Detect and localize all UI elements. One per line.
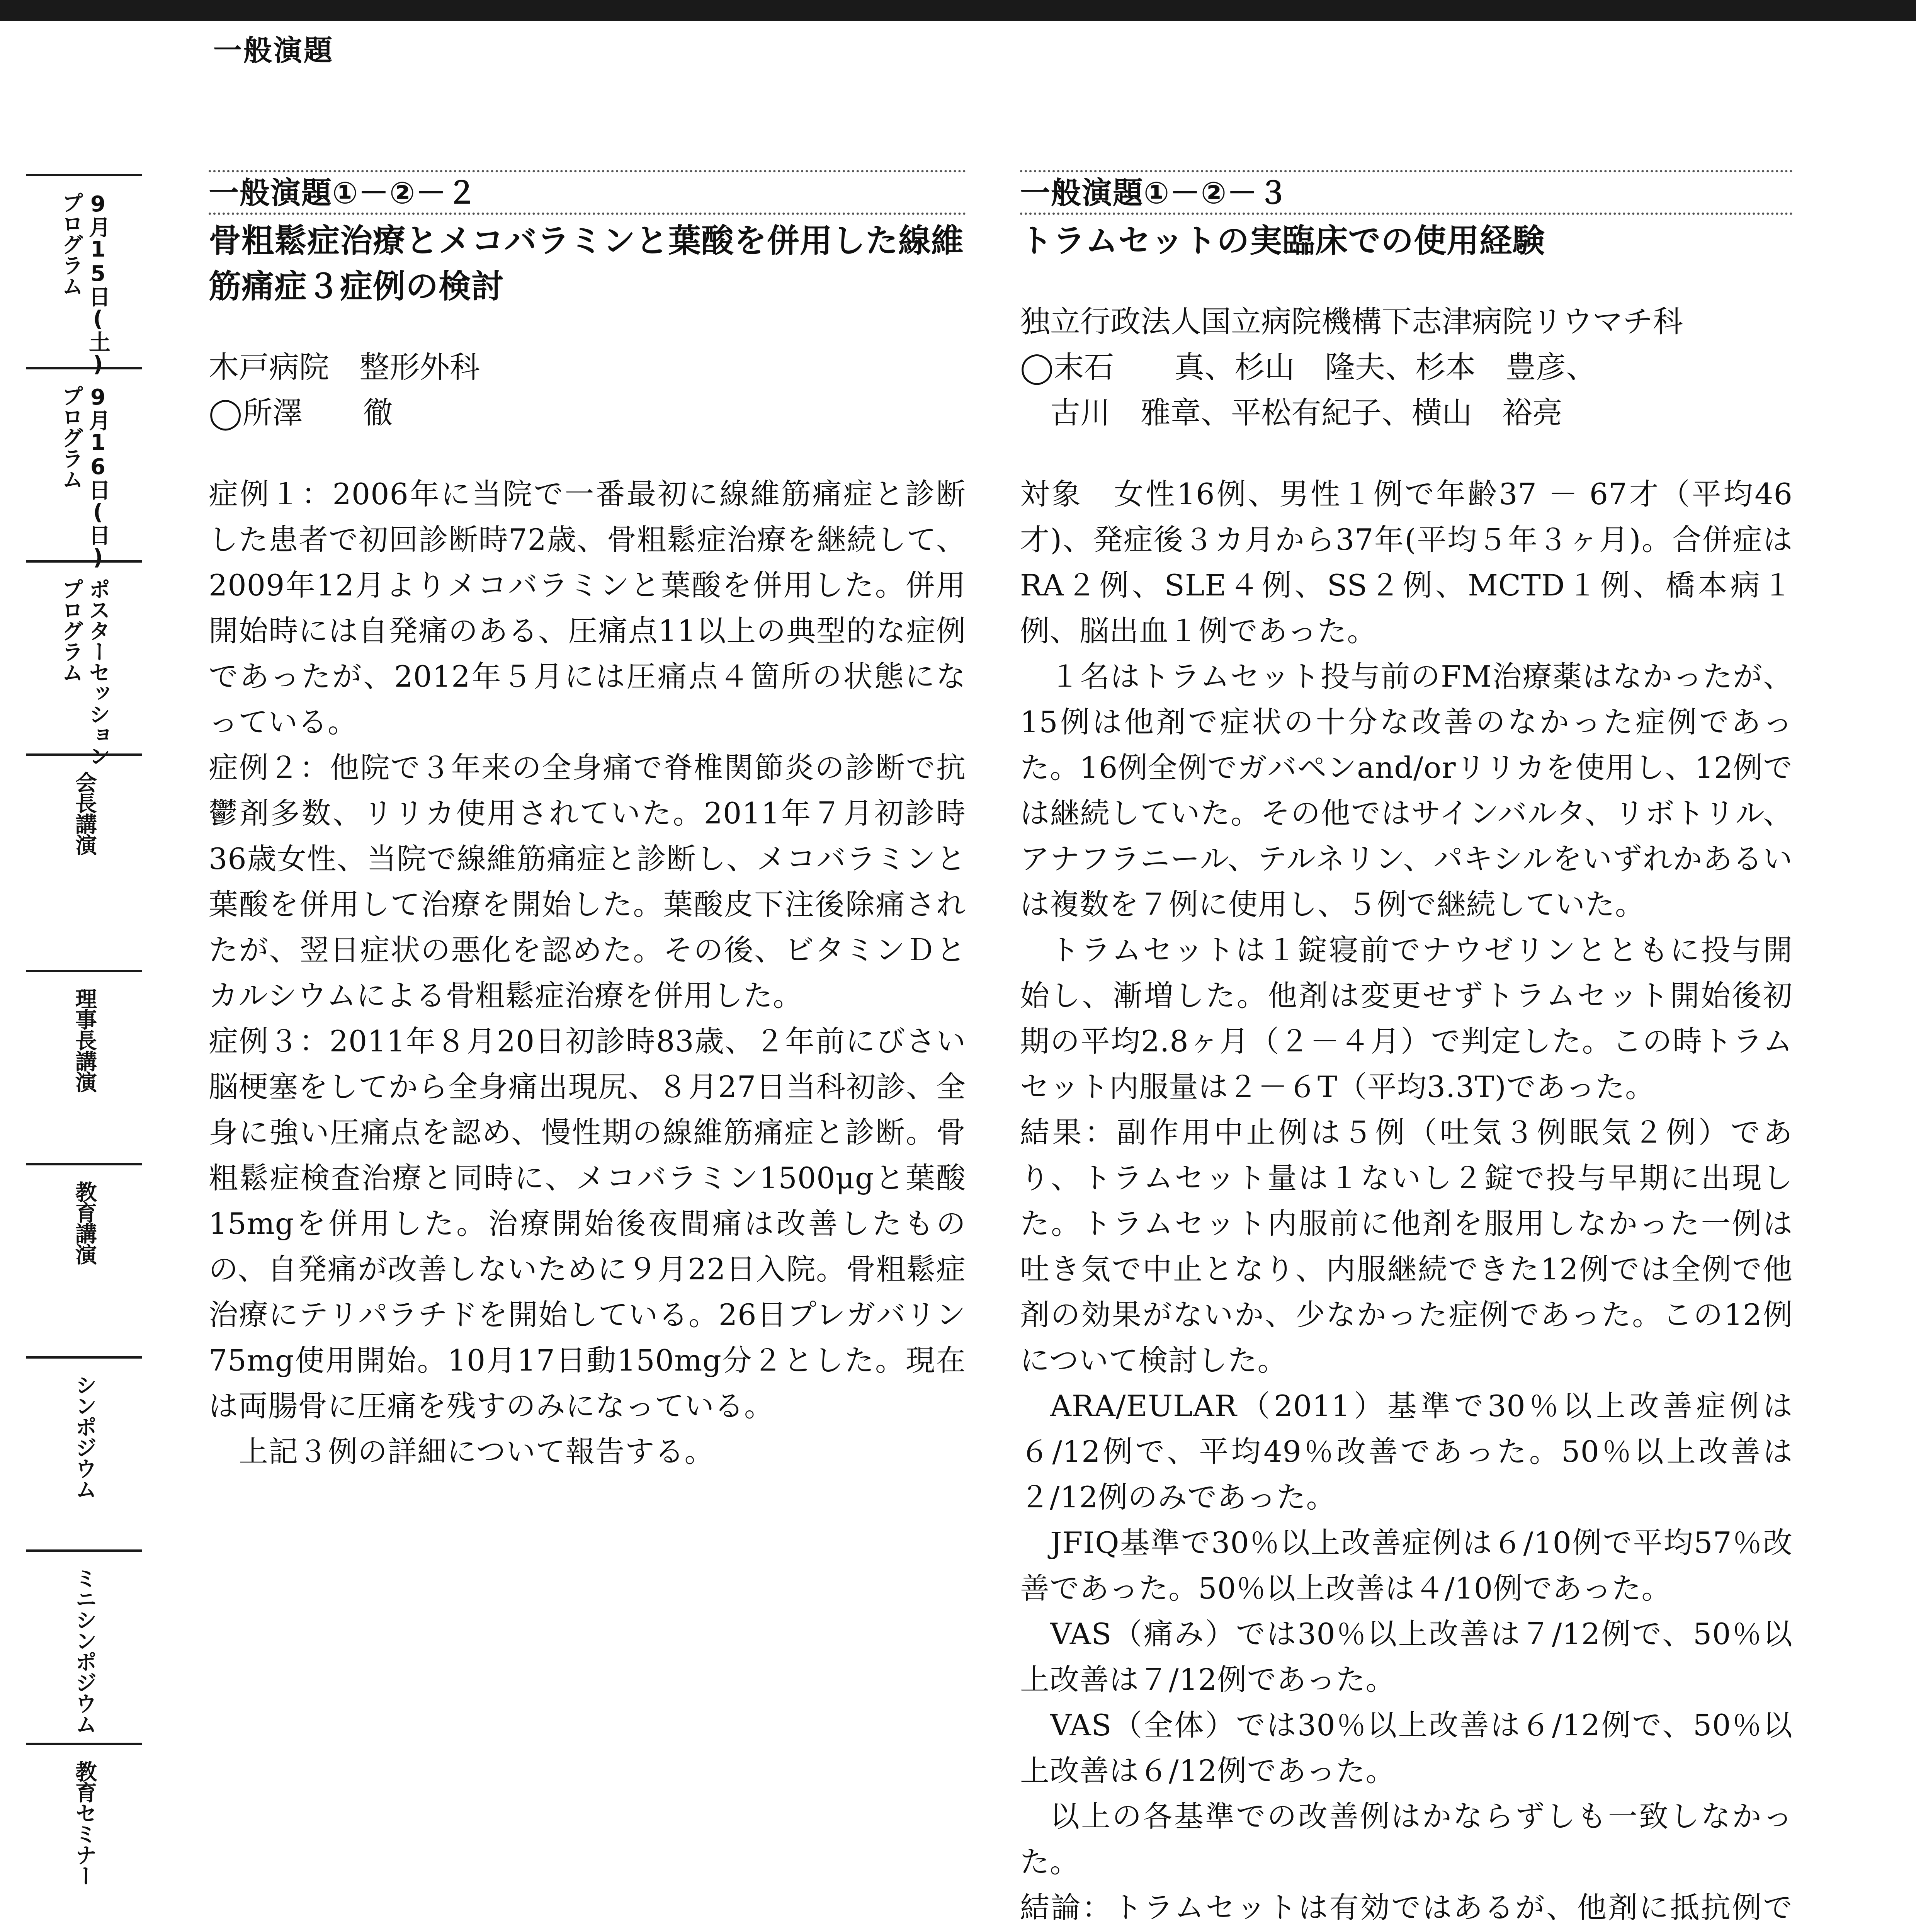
nav-item-label: シンポジウム [72,1374,97,1499]
divider [1020,170,1793,172]
nav-item-label: 教育講演 [72,1181,97,1264]
nav-item-label: ポスターセッション プログラム [58,578,111,766]
affiliation: 木戸病院 整形外科 [209,350,480,385]
nav-item[interactable] [26,560,142,766]
paragraph: JFIQ基準で30％以上改善症例は６/10例で平均57％改善であった。50％以上改善は４/10例であった。 [1020,1526,1793,1605]
abstract-number: 一般演題①－②－３ [1020,176,1289,211]
paragraph: 以上の各基準での改善例はかならずしも一致しなかった。 [1020,1799,1793,1879]
paragraph: トラムセットは１錠寝前でナウゼリンとともに投与開始し、漸増した。他剤は変更せずトラムセット開始後初期の平均2.8ヶ月（２－４月）で判定した。この時トラムセット内服量は２－６T（平均3.3T)であった。 [1020,933,1793,1104]
paragraph: ARA/EULAR（2011）基準で30％以上改善症例は６/12例で、平均49％改善であった。50％以上改善は２/12例のみであった。 [1020,1389,1793,1514]
paragraph: 結論：トラムセットは有効ではあるが、他剤に抵抗例で [1020,1890,1793,1925]
top-bar [0,0,1916,21]
nav-item-label: ミニシンポジウム [72,1567,97,1734]
nav-item-label: 理事長講演 [72,988,97,1092]
nav-item[interactable] [26,1549,142,1743]
nav-item[interactable] [26,753,142,970]
paragraph: 症例１：2006年に当院で一番最初に線維筋痛症と診断した患者で初回診断時72歳、骨粗鬆症治療を継続して、2009年12月よりメコバラミンと葉酸を併用した。併用開始時には自発痛のある、圧痛点11以上の典型的な症例であったが、2012年５月には圧痛点４箇所の状態になっている。 [209,477,966,739]
divider [209,213,966,215]
abstract-number: 一般演題①－②－２ [209,176,478,211]
nav-item[interactable] [26,970,142,1163]
paragraph: 対象 女性16例、男性１例で年齢37 － 67才（平均46才)、発症後３カ月から37年(平均５年３ヶ月)。合併症はRA２例、SLE４例、SS２例、MCTD１例、橋本病１例、脳出血１例であった。 [1020,477,1793,648]
abstract-body [1020,471,1793,1932]
nav-item-label: 教育セミナー [72,1760,97,1886]
section-label: 一般演題 [213,34,334,67]
paragraph: 症例２：他院で３年来の全身痛で脊椎関節炎の診断で抗鬱剤多数、リリカ使用されていた。2011年７月初診時36歳女性、当院で線維筋痛症と診断し、メコバラミンと葉酸を併用して治療を開始した。葉酸皮下注後除痛されたが、翌日症状の悪化を認めた。その後、ビタミンＤとカルシウムによる骨粗鬆症治療を併用した。 [209,750,966,1013]
nav-item[interactable] [26,367,142,569]
paragraph: VAS（全体）では30％以上改善は６/12例で、50％以上改善は６/12例であった。 [1020,1708,1793,1788]
side-navigation [26,174,142,1932]
nav-item-label: 会長講演 [72,771,97,855]
paragraph: 症例３：2011年８月20日初診時83歳、２年前にびさい脳梗塞をしてから全身痛出現尻、８月27日当科初診、全身に強い圧痛点を認め、慢性期の線維筋痛症と診断。骨粗鬆症検査治療と同時に、メコバラミン1500μgと葉酸15mgを併用した。治療開始後夜間痛は改善したものの、自発痛が改善しないために９月22日入院。骨粗鬆症治療にテリパラチドを開始している。26日プレガバリン75mg使用開始。10月17日動150mg分２とした。現在は両腸骨に圧痛を残すのみになっている。 [209,1024,966,1423]
nav-item[interactable] [26,1356,142,1549]
abstract-1 [209,170,966,1475]
paragraph: 結果：副作用中止例は５例（吐気３例眠気２例）であり、トラムセット量は１ないし２錠で投与早期に出現した。トラムセット内服前に他剤を服用しなかった一例は吐き気で中止となり、内服継続できた12例では全例で他剤の効果がないか、少なかった症例であった。この12例について検討した。 [1020,1115,1793,1378]
paragraph: 上記３例の詳細について報告する。 [239,1434,714,1469]
abstract-2 [1020,170,1793,1932]
divider [209,170,966,172]
paragraph: VAS（痛み）では30％以上改善は７/12例で、50％以上改善は７/12例であった。 [1020,1617,1793,1697]
paragraph: １名はトラムセット投与前のFM治療薬はなかったが、15例は他剤で症状の十分な改善のなかった症例であった。16例全例でガバペンand/orリリカを使用し、12例では継続していた。その他ではサインバルタ、リボトリル、アナフラニール、テルネリン、パキシルをいずれかあるいは複数を７例に使用し、５例で継続していた。 [1020,659,1793,922]
abstract-body [209,471,966,1475]
nav-item-label: 9月16日(日) プログラム [58,385,111,569]
affiliation: 独立行政法人国立病院機構下志津病院リウマチ科 [1020,304,1683,339]
abstract-title: トラムセットの実臨床での使用経験 [1020,222,1545,260]
divider [1020,213,1793,215]
nav-item[interactable] [26,174,142,376]
authors: ◯末石 真、杉山 隆夫、杉本 豊彦、 古川 雅章、平松有紀子、横山 裕亮 [1020,350,1596,430]
nav-item-label: 9月15日(土) プログラム [58,192,111,376]
abstract-title: 骨粗鬆症治療とメコバラミンと葉酸を併用した線維筋痛症３症例の検討 [209,222,964,305]
authors: ◯所澤 徹 [209,396,393,430]
nav-item[interactable] [26,1743,142,1932]
nav-item[interactable] [26,1163,142,1356]
